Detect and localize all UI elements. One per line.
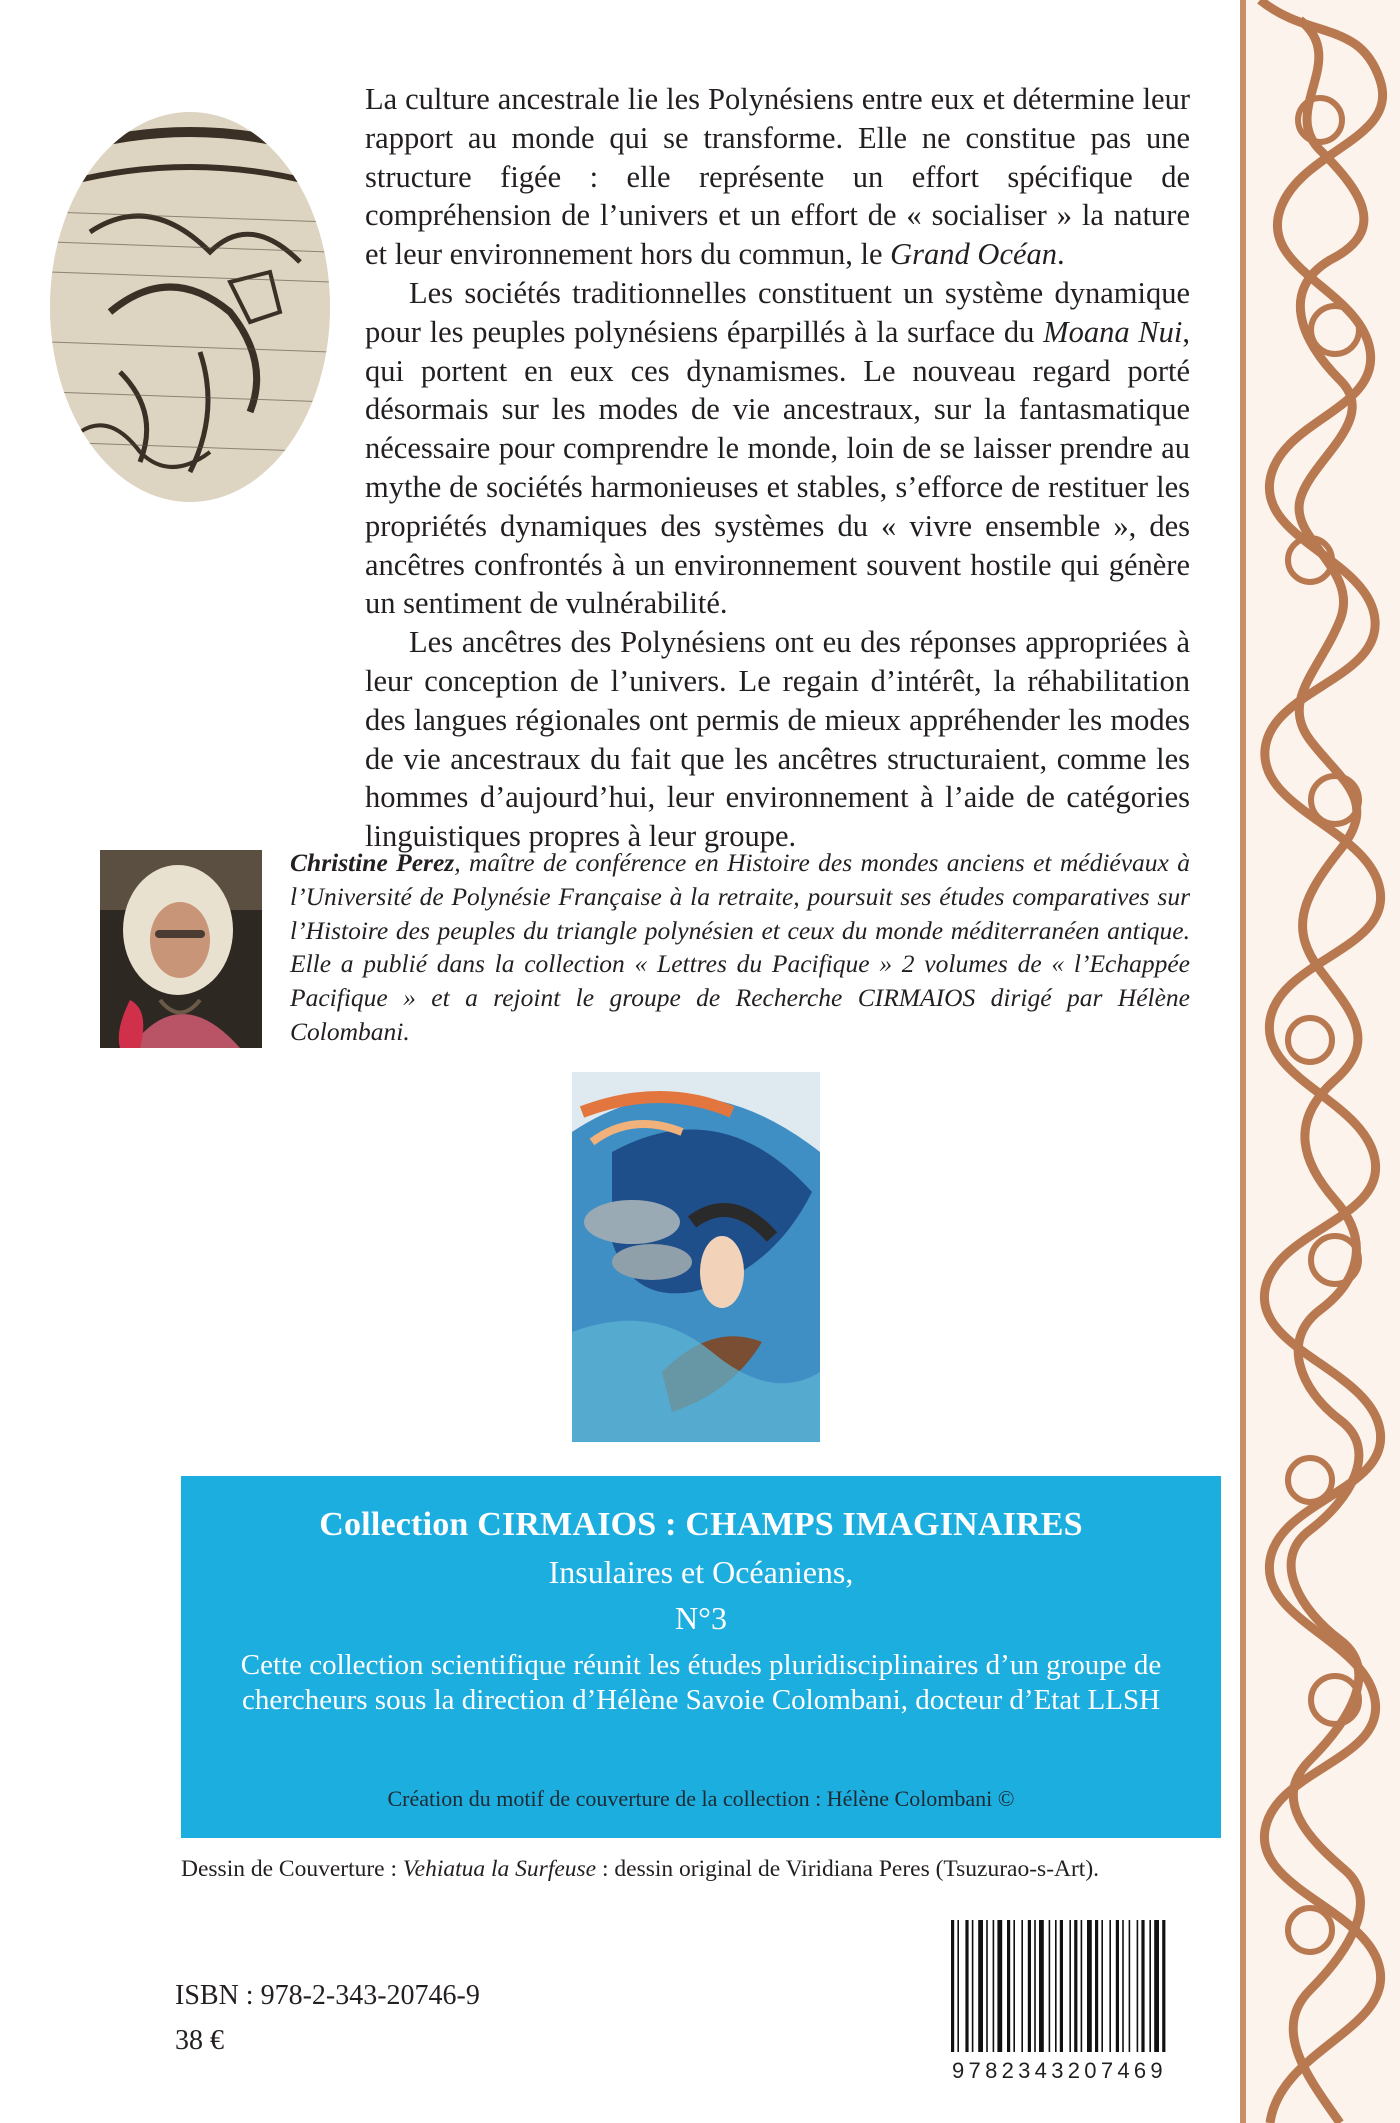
decorative-border-ornament: [1240, 0, 1400, 2123]
cover-artwork: [572, 1072, 820, 1442]
paragraph-3: Les ancêtres des Polynésiens ont eu des réponses appropriées à leur conception de l’univers. Le regain d’intérêt, la réhabilitation des langues régionales ont permis de mieux appréhender les modes de vie ancestraux du fait que les ancêtres structuraient, comme les hommes d’aujourd’hui, leur environnement à l’aide de catégories linguistiques propres à leur groupe.: [365, 625, 1190, 854]
isbn: ISBN : 978-2-343-20746-9: [175, 1980, 480, 2011]
paragraph-2: Les sociétés traditionnelles constituent un système dynamique pour les peuples polynésiens éparpillés à la surface du Moana Nui, qui portent en eux ces dynamismes. Le nouveau regard porté désormais sur les modes de vie ancestraux, sur la fantasmatique nécessaire pour comprendre le monde, loin de se laisser prendre au mythe de sociétés harmonieuses et stables, s’efforce de restituer les propriétés dynamiques des systèmes du « vivre ensemble », des ancêtres confrontés à un environnement souvent hostile qui génère un sentiment de vulnérabilité.: [365, 275, 1190, 621]
collection-motif-credit: Création du motif de couverture de la collection : Hélène Colombani ©: [387, 1786, 1015, 1811]
author-bio-text: , maître de conférence en Histoire des mondes anciens et médiévaux à l’Université de Polynésie Française à la retraite, poursuit ses études comparatives sur l’Histoire des peuples du triangle polynésien et ceux du monde méditerranéen antique. Elle a publié dans la collection « Lettres du Pacifique » 2 volumes de « l’Echappée Pacifique » et a rejoint le groupe de Recherche CIRMAIOS dirigé par Hélène Colombani.: [290, 848, 1190, 1046]
collection-info-box: [181, 1476, 1221, 1838]
author-photo: [100, 850, 262, 1048]
cover-drawing-credit: Dessin de Couverture : Vehiatua la Surfeuse : dessin original de Viridiana Peres (Tsuzurao-s-Art).: [181, 1856, 1100, 1882]
griffin-engraving-illustration: [50, 112, 330, 502]
barcode-number: 9782343207469: [952, 2058, 1167, 2083]
author-bio: [290, 846, 1190, 1049]
paragraph-1: La culture ancestrale lie les Polynésiens entre eux et détermine leur rapport au monde qui se transforme. Elle ne constitue pas une structure figée : elle représente un effort spécifique de compréhension de l’univers et un effort de « socialiser » la nature et leur environnement hors du commun, le Grand Océan.: [365, 82, 1190, 272]
collection-number: N°3: [675, 1600, 727, 1636]
collection-subtitle: Insulaires et Océaniens,: [548, 1554, 854, 1590]
collection-description: Cette collection scientifique réunit les études pluridisciplinaires d’un groupe de chercheurs sous la direction d’Hélène Savoie Colombani, docteur d’Etat LLSH: [240, 1649, 1162, 1716]
main-text: [365, 80, 1190, 856]
author-name: Christine Perez: [290, 848, 455, 877]
collection-title: Collection CIRMAIOS : CHAMPS IMAGINAIRES: [319, 1506, 1083, 1543]
price: 38 €: [175, 2025, 224, 2056]
